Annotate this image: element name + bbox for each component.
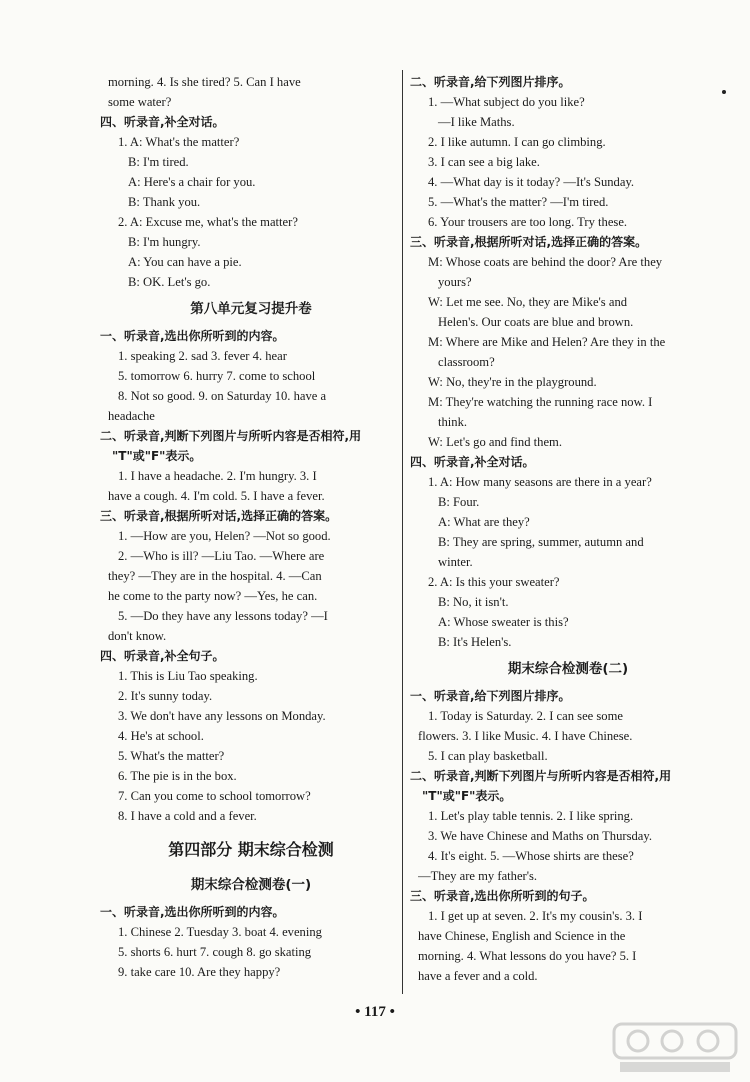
text-line: 5. What's the matter? <box>118 749 225 763</box>
text-line: morning. 4. Is she tired? 5. Can I have <box>108 75 301 89</box>
text-line: W: Let me see. No, they are Mike's and <box>428 295 628 309</box>
text-line: 5. —Do they have any lessons today? —I <box>118 609 328 623</box>
text-line: 2. I like autumn. I can go climbing. <box>428 135 606 149</box>
text-line: 6. Your trousers are too long. Try these. <box>428 215 628 229</box>
text-line: 1. —What subject do you like? <box>428 95 585 109</box>
text-line: 2. It's sunny today. <box>118 689 213 703</box>
text-line: yours? <box>438 275 472 289</box>
left-column <box>100 72 394 982</box>
text-line: W: No, they're in the playground. <box>428 375 597 389</box>
section-heading: 三、听录音,选出你所听到的句子。 <box>410 889 595 903</box>
section-heading: "T"或"F"表示。 <box>422 789 512 803</box>
text-line: M: Whose coats are behind the door? Are they <box>428 255 663 269</box>
text-line: 6. The pie is in the box. <box>118 769 237 783</box>
section-heading: 四、听录音,补全句子。 <box>100 649 225 663</box>
text-line: M: Where are Mike and Helen? Are they in the <box>428 335 666 349</box>
text-line: A: What are they? <box>438 515 530 529</box>
text-line: have a fever and a cold. <box>418 969 538 983</box>
text-line: 2. —Who is ill? —Liu Tao. —Where are <box>118 549 325 563</box>
text-line: 5. I can play basketball. <box>428 749 548 763</box>
text-line: 8. I have a cold and a fever. <box>118 809 257 823</box>
text-line: classroom? <box>438 355 495 369</box>
text-line: 2. A: Is this your sweater? <box>428 575 560 589</box>
text-line: 4. —What day is it today? —It's Sunday. <box>428 175 635 189</box>
text-line: 3. I can see a big lake. <box>428 155 540 169</box>
dot-mark <box>722 90 726 94</box>
text-line: 5. shorts 6. hurt 7. cough 8. go skating <box>118 945 312 959</box>
text-line: flowers. 3. I like Music. 4. I have Chinese. <box>418 729 633 743</box>
text-line: B: I'm hungry. <box>128 235 201 249</box>
text-line: 1. I get up at seven. 2. It's my cousin's. 3. I <box>428 909 643 923</box>
text-line: have Chinese, English and Science in the <box>418 929 626 943</box>
watermark-logo-icon <box>610 1020 740 1076</box>
text-line: 9. take care 10. Are they happy? <box>118 965 281 979</box>
text-line: B: OK. Let's go. <box>128 275 211 289</box>
section-title: 第四部分 期末综合检测 <box>168 840 334 859</box>
text-line: 2. A: Excuse me, what's the matter? <box>118 215 298 229</box>
text-line: don't know. <box>108 629 167 643</box>
text-line: —They are my father's. <box>418 869 538 883</box>
text-line: B: It's Helen's. <box>438 635 512 649</box>
text-line: B: They are spring, summer, autumn and <box>438 535 644 549</box>
text-line: A: Here's a chair for you. <box>128 175 256 189</box>
section-title: 期末综合检测卷(二) <box>507 661 629 677</box>
text-line: have a cough. 4. I'm cold. 5. I have a fever. <box>108 489 325 503</box>
text-line: Helen's. Our coats are blue and brown. <box>438 315 634 329</box>
section-heading: 四、听录音,补全对话。 <box>100 115 225 129</box>
page-number: • 117 • <box>355 1004 395 1020</box>
text-line: 1. Let's play table tennis. 2. I like spring. <box>428 809 634 823</box>
text-line: B: Four. <box>438 495 480 509</box>
text-line: B: Thank you. <box>128 195 201 209</box>
right-column <box>410 72 718 986</box>
text-line: 5. tomorrow 6. hurry 7. come to school <box>118 369 316 383</box>
section-heading: 四、听录音,补全对话。 <box>410 455 535 469</box>
text-line: some water? <box>108 95 172 109</box>
text-line: winter. <box>438 555 473 569</box>
text-line: 3. We have Chinese and Maths on Thursday. <box>428 829 652 843</box>
text-line: 1. —How are you, Helen? —Not so good. <box>118 529 331 543</box>
section-heading: 一、听录音,选出你所听到的内容。 <box>100 905 285 919</box>
text-line: —I like Maths. <box>438 115 515 129</box>
text-line: B: No, it isn't. <box>438 595 509 609</box>
section-heading: 一、听录音,给下列图片排序。 <box>410 689 571 703</box>
text-line: W: Let's go and find them. <box>428 435 563 449</box>
text-line: 1. A: How many seasons are there in a year? <box>428 475 652 489</box>
section-heading: "T"或"F"表示。 <box>112 449 202 463</box>
text-line: 1. I have a headache. 2. I'm hungry. 3. I <box>118 469 317 483</box>
section-heading: 一、听录音,选出你所听到的内容。 <box>100 329 285 343</box>
section-heading: 二、听录音,判断下列图片与所听内容是否相符,用 <box>100 429 362 443</box>
text-line: 4. He's at school. <box>118 729 204 743</box>
text-line: morning. 4. What lessons do you have? 5. I <box>418 949 637 963</box>
section-title: 第八单元复习提升卷 <box>190 301 312 317</box>
text-line: 1. Today is Saturday. 2. I can see some <box>428 709 623 723</box>
text-line: M: They're watching the running race now. I <box>428 395 653 409</box>
text-line: A: Whose sweater is this? <box>438 615 569 629</box>
text-line: 1. speaking 2. sad 3. fever 4. hear <box>118 349 287 363</box>
text-line: 1. A: What's the matter? <box>118 135 240 149</box>
text-line: 4. It's eight. 5. —Whose shirts are these? <box>428 849 634 863</box>
section-title: 期末综合检测卷(一) <box>190 877 312 893</box>
section-heading: 三、听录音,根据所听对话,选择正确的答案。 <box>410 235 648 249</box>
section-heading: 二、听录音,判断下列图片与所听内容是否相符,用 <box>410 769 672 783</box>
text-line: 5. —What's the matter? —I'm tired. <box>428 195 609 209</box>
text-line: 8. Not so good. 9. on Saturday 10. have a <box>118 389 327 403</box>
text-line: he come to the party now? —Yes, he can. <box>108 589 318 603</box>
text-line: 3. We don't have any lessons on Monday. <box>118 709 326 723</box>
column-divider <box>402 70 403 994</box>
text-line: 1. Chinese 2. Tuesday 3. boat 4. evening <box>118 925 322 939</box>
text-line: headache <box>108 409 155 423</box>
section-heading: 二、听录音,给下列图片排序。 <box>410 75 571 89</box>
section-heading: 三、听录音,根据所听对话,选择正确的答案。 <box>100 509 338 523</box>
text-line: they? —They are in the hospital. 4. —Can <box>108 569 322 583</box>
text-line: B: I'm tired. <box>128 155 189 169</box>
text-line: 1. This is Liu Tao speaking. <box>118 669 258 683</box>
text-line: 7. Can you come to school tomorrow? <box>118 789 311 803</box>
text-line: A: You can have a pie. <box>128 255 242 269</box>
text-line: think. <box>438 415 468 429</box>
